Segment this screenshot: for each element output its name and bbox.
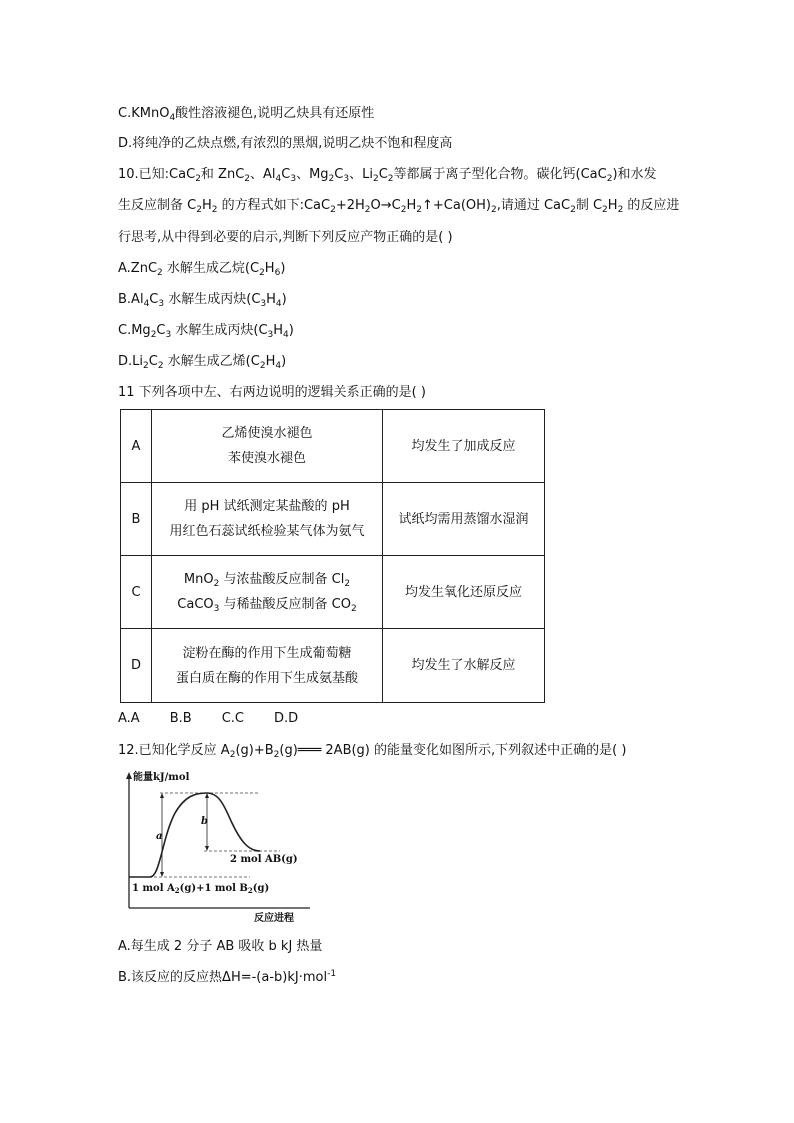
q10-stem-line-2: 生反应制备 $C_2H_2$ 的方程式如下$:CaC_2+2H_2O\to C_2H_2↑+Ca(OH)_2$,请通过 CaC$_2$制 $C_2H_2$ 的反应进 — [118, 198, 680, 215]
q10-option-a: A.ZnC$_2$ 水解生成乙烷$(C_2H_6)$ — [118, 261, 286, 278]
option-c-line: C.KMnO$_4$酸性溶液褪色,说明乙炔具有还原性 — [118, 106, 375, 123]
q12-option-b: B.该反应的反应热ΔH=-(a-b)kJ·mol$^{-1}$ — [118, 969, 337, 985]
table-row — [121, 483, 545, 556]
q11-option-c: C.C — [221, 711, 244, 726]
row-left-cell: 淀粉在酶的作用下生成葡萄糖 蛋白质在酶的作用下生成氨基酸 — [152, 629, 383, 703]
q10-option-c: $C.Mg_2C_3$ 水解生成丙炔$(C_3H_4)$ — [118, 323, 294, 340]
x-axis-label: 反应进程 — [254, 913, 294, 924]
label-b: b — [201, 816, 208, 827]
q11-stem: 11 下列各项中左、右两边说明的逻辑关系正确的是( ) — [118, 385, 426, 400]
row-letter: B — [121, 483, 152, 556]
row-letter: D — [121, 629, 152, 703]
q12-option-a: A.每生成 2 分子 AB 吸收 b kJ 热量 — [118, 939, 323, 954]
row-right-cell: 均发生氧化还原反应 — [383, 556, 545, 629]
product-label: 2 mol AB(g) — [230, 854, 298, 865]
y-axis-arrow — [126, 772, 132, 779]
row-left-cell: 乙烯使溴水褪色 苯使溴水褪色 — [152, 410, 383, 483]
q11-option-d: D.D — [273, 711, 299, 726]
label-a: a — [156, 831, 163, 842]
row-left-cell: MnO$_2$ 与浓盐酸反应制备 $Cl_2$ CaCO$_3$ 与稀盐酸反应制备 $CO_2$ — [152, 556, 383, 629]
y-axis-label: 能量kJ/mol — [133, 772, 190, 783]
row-right-cell: 试纸均需用蒸馏水湿润 — [383, 483, 545, 556]
energy-diagram — [120, 768, 320, 928]
q11-option-b: B.B — [169, 711, 192, 726]
row-right-cell: 均发生了水解反应 — [383, 629, 545, 703]
table-row — [121, 629, 545, 703]
arrow-a-head-top — [160, 793, 164, 798]
reactant-label: 1 mol $A_2(g)+1$ mol $B_2(g)$ — [132, 883, 270, 895]
row-right-cell: 均发生了加成反应 — [383, 410, 545, 483]
row-letter: A — [121, 410, 152, 483]
row-left-cell: 用 pH 试纸测定某盐酸的 pH 用红色石蕊试纸检验某气体为氨气 — [152, 483, 383, 556]
table-row — [121, 556, 545, 629]
row-letter: C — [121, 556, 152, 629]
table-row — [121, 410, 545, 483]
option-d-line: D.将纯净的乙炔点燃,有浓烈的黑烟,说明乙炔不饱和程度高 — [118, 136, 453, 151]
q10-stem-line-1: 10.已知:CaC$_2$和 ZnC$_2$、$Al_4C_3$、$Mg_2C_3$、$Li_2C_2$等都属于离子型化合物。碳化钙(CaC$_2$)和水发 — [118, 167, 657, 184]
q11-option-a: A.A — [118, 711, 140, 726]
q10-stem-line-3: 行思考,从中得到必要的启示,判断下列反应产物正确的是( ) — [118, 230, 453, 245]
q11-options — [118, 709, 328, 729]
arrow-a-head-bottom — [160, 872, 164, 877]
q10-option-b: $B.Al_4C_3$ 水解生成丙炔$(C_3H_4)$ — [118, 292, 287, 309]
q12-stem: 12.已知化学反应 $A_2(g)+B_2(g)═══$ 2AB(g) 的能量变化如图所示,下列叙述中正确的是( ) — [118, 743, 627, 760]
q10-option-d: $D.Li_2C_2$ 水解生成乙烯$(C_2H_4)$ — [118, 354, 287, 371]
arrow-b-head-bottom — [205, 846, 209, 851]
q11-table — [120, 409, 545, 703]
